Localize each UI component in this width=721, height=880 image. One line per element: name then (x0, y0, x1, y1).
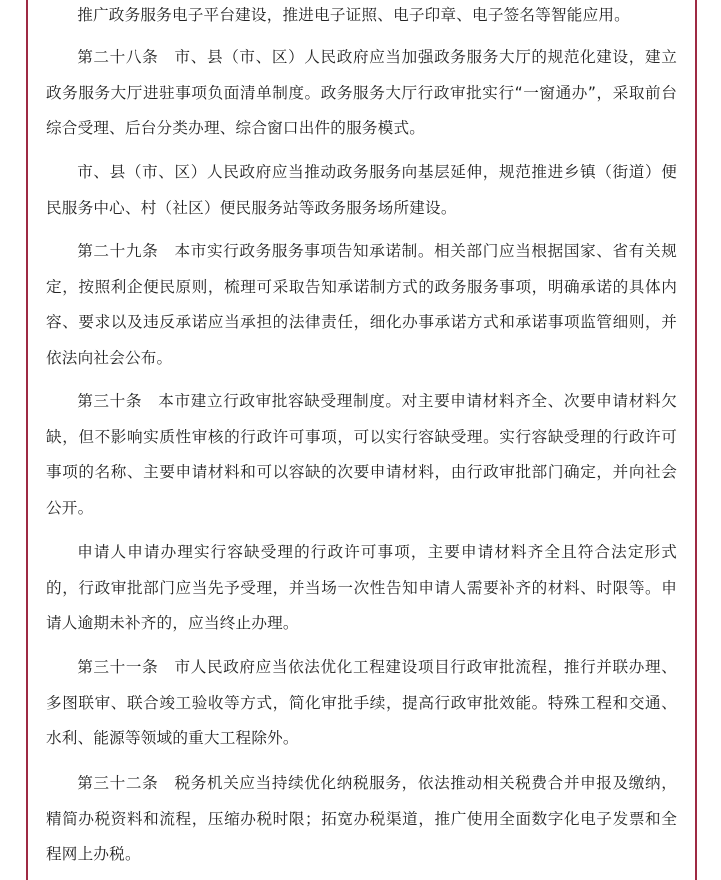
paragraph-article-30: 第三十条 本市建立行政审批容缺受理制度。对主要申请材料齐全、次要申请材料欠缺，但不影响实质性审核的行政许可事项，可以实行容缺受理。实行容缺受理的行政许可事项的名称、主要申请材料和可以容缺的次要申请材料，由行政审批部门确定，并向社会公开。 (46, 392, 677, 517)
paragraph-article-31: 第三十一条 市人民政府应当依法优化工程建设项目行政审批流程，推行并联办理、多图联审、联合竣工验收等方式，简化审批手续，提高行政审批效能。特殊工程和交通、水利、能源等领域的重大工程除外。 (46, 658, 677, 747)
paragraph-deficiency-acceptance: 申请人申请办理实行容缺受理的行政许可事项，主要申请材料齐全且符合法定形式的，行政审批部门应当先予受理，并当场一次性告知申请人需要补齐的材料、时限等。申请人逾期未补齐的，应当终止办理。 (46, 543, 677, 632)
paragraph-grassroots-services: 市、县（市、区）人民政府应当推动政务服务向基层延伸，规范推进乡镇（街道）便民服务中心、村（社区）便民服务站等政务服务场所建设。 (46, 163, 677, 217)
paragraph-article-28: 第二十八条 市、县（市、区）人民政府应当加强政务服务大厅的规范化建设，建立政务服务大厅进驻事项负面清单制度。政务服务大厅行政审批实行“一窗通办”，采取前台综合受理、后台分类办理、综合窗口出件的服务模式。 (46, 48, 677, 137)
left-border-line (26, 0, 28, 880)
paragraph-article-29: 第二十九条 本市实行政务服务事项告知承诺制。相关部门应当根据国家、省有关规定，按照利企便民原则，梳理可采取告知承诺制方式的政务服务事项，明确承诺的具体内容、要求以及违反承诺应当承担的法律责任，细化办事承诺方式和承诺事项监管细则，并依法向社会公布。 (46, 242, 677, 367)
paragraph-e-gov-platform: 推广政务服务电子平台建设，推进电子证照、电子印章、电子签名等智能应用。 (77, 6, 630, 24)
right-border-line (695, 0, 697, 880)
paragraph-article-32: 第三十二条 税务机关应当持续优化纳税服务，依法推动相关税费合并申报及缴纳，精简办税资料和流程，压缩办税时限；拓宽办税渠道，推广使用全面数字化电子发票和全程网上办税。 (46, 774, 677, 863)
